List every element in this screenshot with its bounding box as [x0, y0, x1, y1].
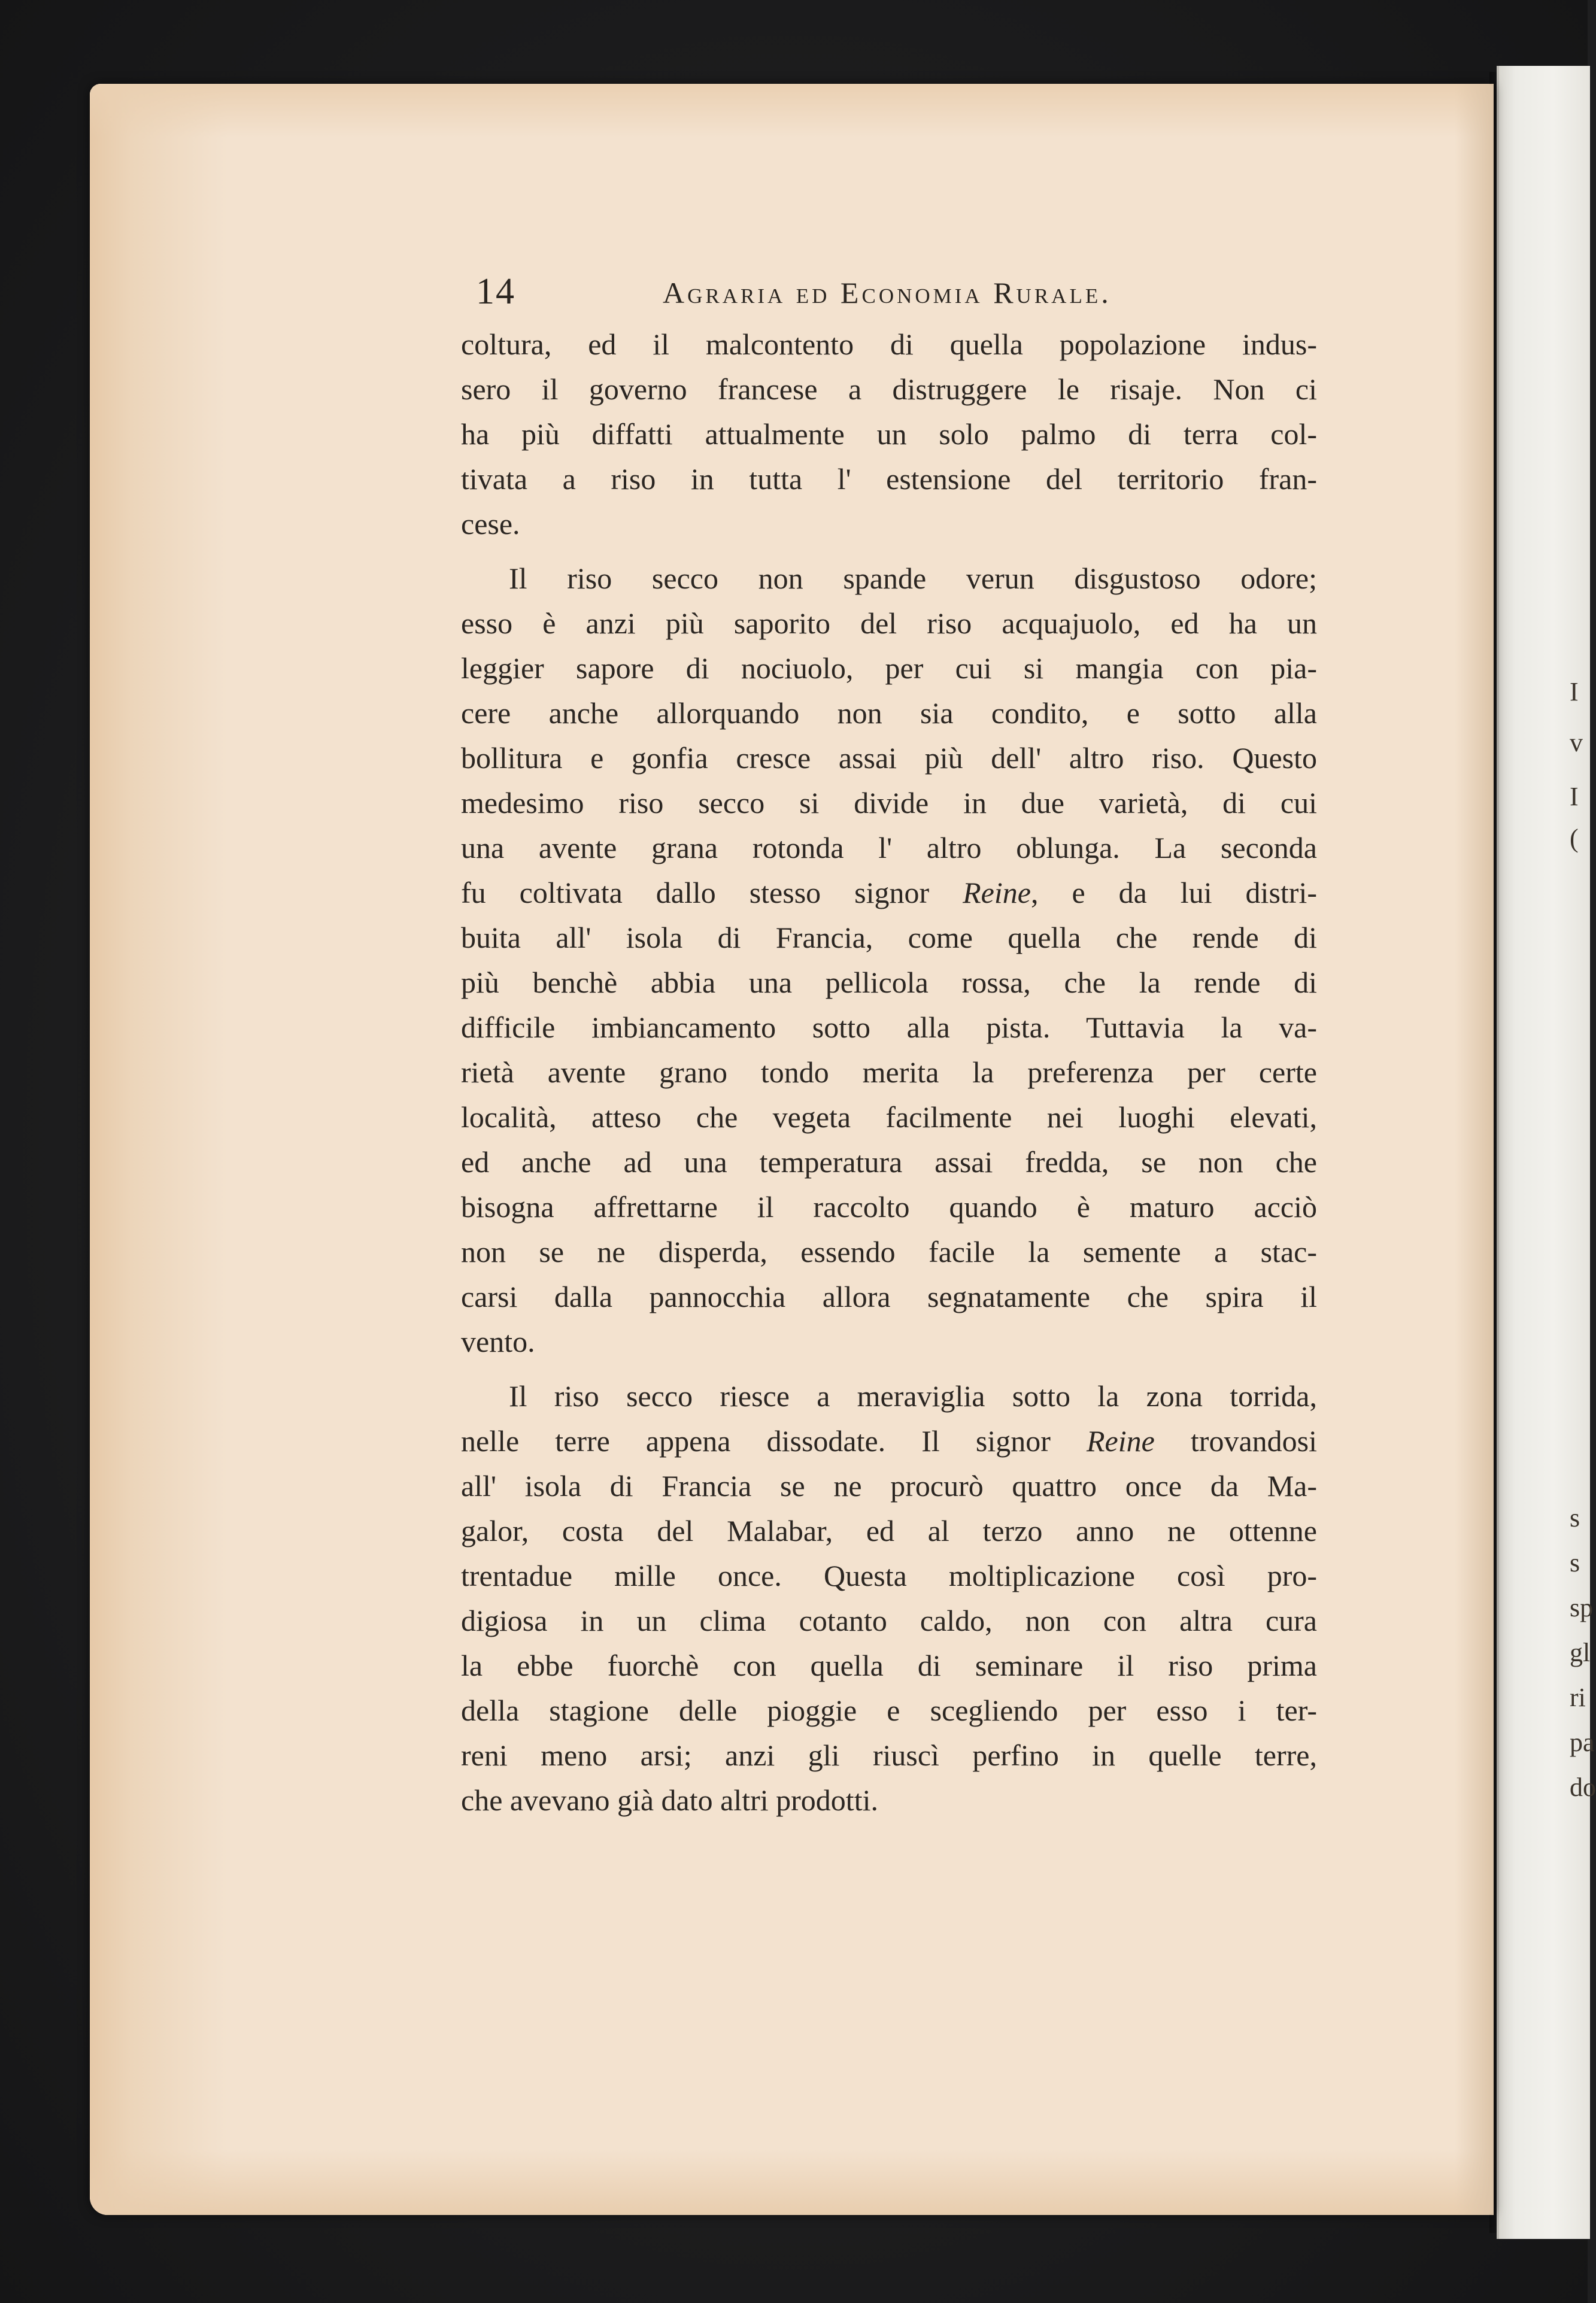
- text-line: difficile imbiancamento sotto alla pista. Tuttavia la va-: [461, 1011, 1317, 1044]
- page-gutter: [1455, 84, 1494, 2215]
- next-leaf-glyph: sp: [1570, 1593, 1594, 1622]
- next-leaf-glyph: I: [1570, 677, 1579, 706]
- text-line: la ebbe fuorchè con quella di seminare il riso prima: [461, 1649, 1317, 1682]
- text-line: più benchè abbia una pellicola rossa, che la rende di: [461, 966, 1317, 999]
- text-line: non se ne disperda, essendo facile la semente a stac-: [461, 1235, 1317, 1269]
- text-line: della stagione delle pioggie e scegliendo per esso i ter-: [461, 1694, 1317, 1727]
- text-line: bisogna affrettarne il raccolto quando è maturo acciò: [461, 1190, 1317, 1224]
- next-leaf-glyph: gl: [1570, 1638, 1591, 1667]
- text-line: fu coltivata dallo stesso signor Reine, e da lui distri-: [461, 876, 1317, 909]
- text-line: cere anche allorquando non sia condito, e sotto alla: [461, 696, 1317, 730]
- text-line: esso è anzi più saporito del riso acquajuolo, ed ha un: [461, 606, 1317, 640]
- next-leaf-glyph: pa: [1570, 1728, 1595, 1757]
- body-text: [461, 322, 1317, 1823]
- text-line: reni meno arsi; anzi gli riuscì perfino in quelle terre,: [461, 1738, 1317, 1772]
- text-line: all' isola di Francia se ne procurò quattro once da Ma-: [461, 1469, 1317, 1503]
- next-leaf-glyph: I: [1570, 782, 1579, 811]
- running-head: Agraria ed Economia Rurale.: [663, 276, 1112, 310]
- italic-name: Reine: [963, 876, 1031, 909]
- next-leaf-glyph: (: [1570, 824, 1579, 853]
- next-leaf-glyph: v: [1570, 728, 1583, 757]
- text-line: rietà avente grano tondo merita la preferenza per certe: [461, 1055, 1317, 1089]
- text-line: località, atteso che vegeta facilmente nei luoghi elevati,: [461, 1100, 1317, 1134]
- text-line: galor, costa del Malabar, ed al terzo anno ne ottenne: [461, 1514, 1317, 1548]
- page-stain-bottom: [90, 2149, 1494, 2215]
- text-line: una avente grana rotonda l' altro oblunga. La seconda: [461, 831, 1317, 864]
- text-line: carsi dalla pannocchia allora segnatamente che spira il: [461, 1280, 1317, 1313]
- page-stain-top: [90, 84, 1494, 138]
- text-line: vento.: [461, 1325, 535, 1358]
- page-stain-left: [90, 84, 227, 2215]
- paragraph-gap: [461, 547, 1317, 556]
- text-line: medesimo riso secco si divide in due varietà, di cui: [461, 786, 1317, 820]
- paragraph-gap: [461, 1364, 1317, 1374]
- text-line: ha più diffatti attualmente un solo palmo di terra col-: [461, 417, 1317, 451]
- next-leaf-glyph: s: [1570, 1548, 1580, 1577]
- text-line: bollitura e gonfia cresce assai più dell' altro riso. Questo: [461, 741, 1317, 775]
- next-leaf-glyph: ri: [1570, 1683, 1586, 1712]
- page-header: [476, 271, 1314, 318]
- text-line: cese.: [461, 507, 520, 541]
- text-line: Il riso secco riesce a meraviglia sotto la zona torrida,: [509, 1379, 1317, 1413]
- next-leaf-edge: [1497, 66, 1590, 2239]
- text-line: Il riso secco non spande verun disgustoso odore;: [509, 562, 1317, 595]
- text-line: nelle terre appena dissodate. Il signor Reine trovandosi: [461, 1424, 1317, 1458]
- text-line: digiosa in un clima cotanto caldo, non con altra cura: [461, 1604, 1317, 1637]
- italic-name: Reine: [1086, 1424, 1155, 1458]
- text-line: trentadue mille once. Questa moltiplicazione così pro-: [461, 1559, 1317, 1592]
- text-line: buita all' isola di Francia, come quella che rende di: [461, 921, 1317, 954]
- text-line: leggier sapore di nociuolo, per cui si mangia con pia-: [461, 651, 1317, 685]
- next-leaf-glyph: do: [1570, 1773, 1596, 1802]
- text-line: sero il governo francese a distruggere le risaje. Non ci: [461, 372, 1317, 406]
- text-line: tivata a riso in tutta l' estensione del territorio fran-: [461, 462, 1317, 496]
- text-line: che avevano già dato altri prodotti.: [461, 1783, 878, 1817]
- next-leaf-glyph: s: [1570, 1503, 1580, 1533]
- page-number: 14: [476, 271, 515, 312]
- text-line: ed anche ad una temperatura assai fredda, se non che: [461, 1145, 1317, 1179]
- text-line: coltura, ed il malcontento di quella popolazione indus-: [461, 327, 1317, 361]
